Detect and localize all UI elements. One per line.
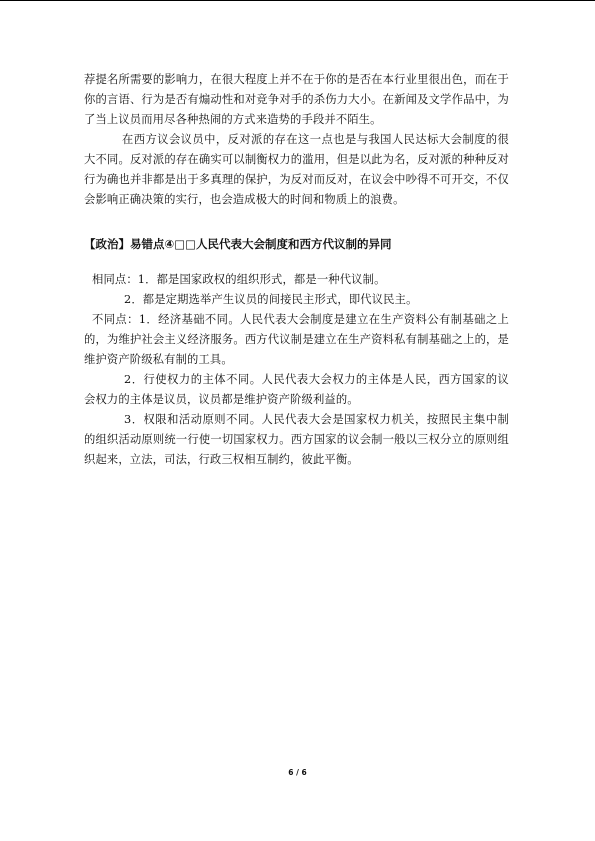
similarity-point-1: 相同点：1．都是国家政权的组织形式，都是一种代议制。 bbox=[92, 273, 386, 286]
paragraph-continuation: 荐提名所需要的影响力，在很大程度上并不在于你的是否在本行业里很出色，而在于你的言语、行为是否有煽动性和对竞争对手的杀伤力大小。在新闻及文学作品中，为了当上议员而用尽各种热闹的方式来造势的手段并不陌生。 bbox=[84, 73, 509, 126]
difference-point-3: 3．权限和活动原则不同。人民代表大会是国家权力机关，按照民主集中制的组织活动原则统一行使一切国家权力。西方国家的议会制一般以三权分立的原则组织起来，立法，司法，行政三权相互制约，彼此平衡。 bbox=[84, 413, 509, 466]
difference-point-1: 不同点：1．经济基础不同。人民代表大会制度是建立在生产资料公有制基础之上的，为维护社会主义经济服务。西方代议制是建立在生产资料私有制基础之上的，是维护资产阶级私有制的工具。 bbox=[84, 313, 509, 366]
paragraph-opposition: 在西方议会议员中，反对派的存在这一点也是与我国人民达标大会制度的很大不同。反对派的存在确实可以制衡权力的滥用，但是以此为名，反对派的种种反对行为确也并非都是出于多真理的保护，为反对而反对，在议会中吵得不可开交，不仅会影响正确决策的实行，也会造成极大的时间和物质上的浪费。 bbox=[84, 133, 509, 206]
header-rule bbox=[0, 0, 595, 1]
difference-point-2: 2．行使权力的主体不同。人民代表大会权力的主体是人民，西方国家的议会权力的主体是议员，议员都是维护资产阶级利益的。 bbox=[84, 373, 509, 406]
section-heading: 【政治】易错点④□□人民代表大会制度和西方代议制的异同 bbox=[84, 237, 392, 251]
page-number: 6 / 6 bbox=[288, 768, 307, 777]
similarity-point-2: 2．都是定期选举产生议员的间接民主形式，即代议民主。 bbox=[124, 293, 418, 306]
document-body bbox=[84, 70, 509, 470]
